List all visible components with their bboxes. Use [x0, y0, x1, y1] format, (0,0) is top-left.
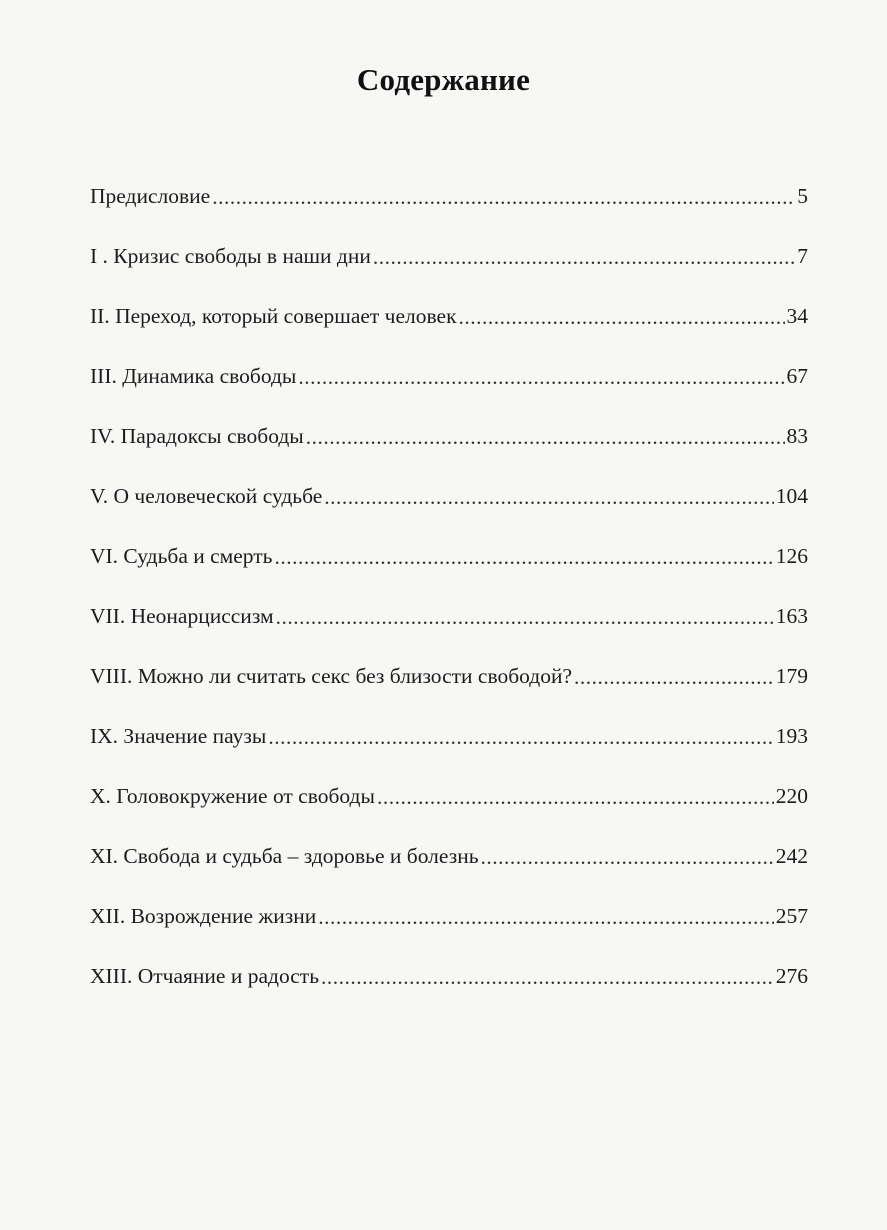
- dot-leader: [318, 902, 773, 932]
- dot-leader: [268, 722, 773, 752]
- toc-entry-title: VII. Неонарциссизм: [90, 604, 274, 628]
- toc-entry-page-number: 34: [786, 304, 808, 328]
- toc-entry-title: XII. Возрождение жизни: [90, 904, 317, 928]
- toc-entry: [90, 901, 808, 961]
- toc-entry-title: X. Головокружение от свободы: [90, 784, 375, 808]
- toc-entry-title: Предисловие: [90, 184, 211, 208]
- dot-leader: [324, 482, 773, 512]
- toc-entry-page-number: 276: [775, 964, 808, 988]
- toc-entry: [90, 361, 808, 421]
- toc-entry-title: VIII. Можно ли считать секс без близости свободой?: [90, 664, 573, 688]
- dot-leader: [574, 662, 774, 692]
- toc-entry: [90, 421, 808, 481]
- toc-entry: [90, 601, 808, 661]
- toc-entry-title: II. Переход, который совершает человек: [90, 304, 457, 328]
- toc-entry: [90, 961, 808, 1021]
- toc-entry-page-number: 179: [775, 664, 808, 688]
- toc-entry: [90, 241, 808, 301]
- toc-entry-title: III. Динамика свободы: [90, 364, 297, 388]
- toc-entry: [90, 181, 808, 241]
- dot-leader: [212, 182, 795, 212]
- dot-leader: [274, 542, 773, 572]
- dot-leader: [373, 242, 795, 272]
- toc-entry-page-number: 257: [775, 904, 808, 928]
- page-title: Содержание: [356, 62, 531, 97]
- dot-leader: [298, 362, 784, 392]
- toc-entry: [90, 661, 808, 721]
- toc-entry-title: XIII. Отчаяние и радость: [90, 964, 319, 988]
- dot-leader: [459, 302, 785, 332]
- toc-entry-page-number: 5: [797, 184, 808, 208]
- toc-entry: [90, 301, 808, 361]
- toc-entry-page-number: 220: [775, 784, 808, 808]
- toc-entry: [90, 721, 808, 781]
- toc-entry-page-number: 193: [775, 724, 808, 748]
- toc-entry-page-number: 163: [775, 604, 808, 628]
- dot-leader: [321, 962, 774, 992]
- toc-entry-page-number: 67: [786, 364, 808, 388]
- toc-entry-page-number: 83: [786, 424, 808, 448]
- toc-entry-page-number: 7: [797, 244, 808, 268]
- toc-entry: [90, 841, 808, 901]
- toc-entry-title: XI. Свобода и судьба – здоровье и болезнь: [90, 844, 479, 868]
- toc-entry-title: I . Кризис свободы в наши дни: [90, 244, 371, 268]
- table-of-contents: [90, 181, 808, 1021]
- toc-entry-title: VI. Судьба и смерть: [90, 544, 273, 568]
- toc-entry-page-number: 126: [775, 544, 808, 568]
- toc-entry: [90, 481, 808, 541]
- toc-entry-page-number: 242: [775, 844, 808, 868]
- dot-leader: [481, 842, 774, 872]
- toc-entry-title: IX. Значение паузы: [90, 724, 267, 748]
- toc-entry: [90, 541, 808, 601]
- toc-entry-title: V. О человеческой судьбе: [90, 484, 323, 508]
- dot-leader: [377, 782, 774, 812]
- toc-entry-title: IV. Парадоксы свободы: [90, 424, 304, 448]
- dot-leader: [276, 602, 774, 632]
- dot-leader: [306, 422, 785, 452]
- toc-entry-page-number: 104: [775, 484, 808, 508]
- toc-entry: [90, 781, 808, 841]
